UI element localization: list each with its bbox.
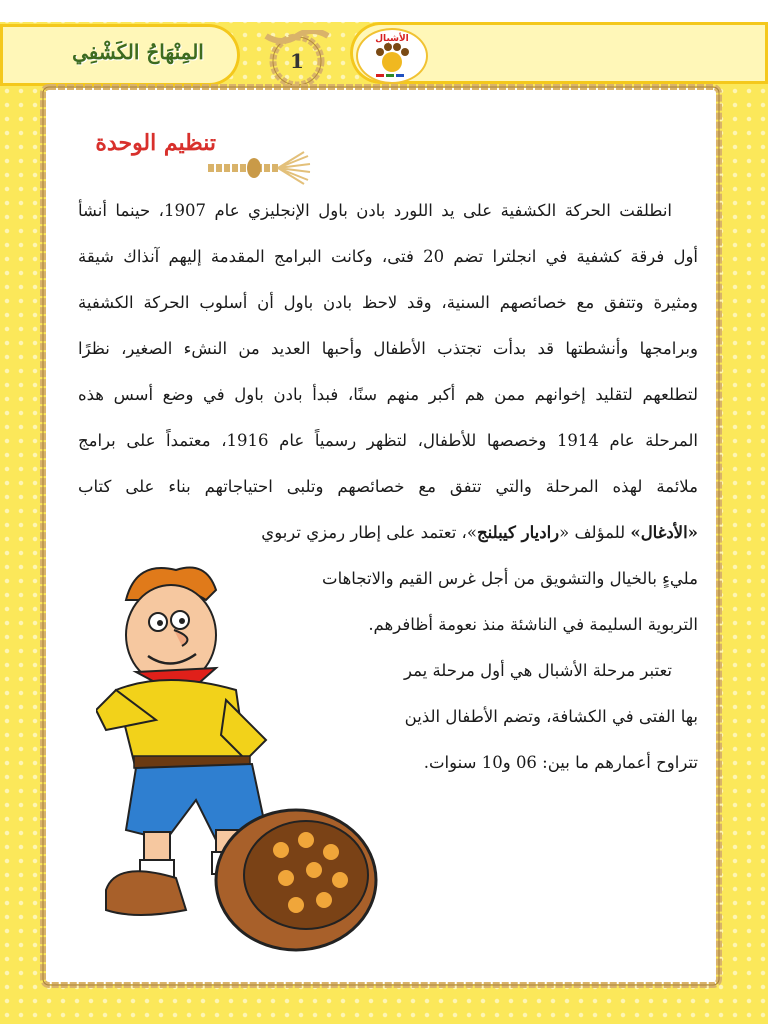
book-title: «الأدغال» bbox=[630, 523, 698, 542]
text-line: مليءٍ بالخيال والتشويق من أجل غرس القيم والاتجاهات bbox=[322, 569, 698, 588]
text-line bbox=[178, 510, 698, 556]
text-fragment: »، تعتمد على إطار رمزي تربوي bbox=[261, 523, 477, 542]
series-title: المِنْهَاجُ الكَشْفِي bbox=[72, 40, 204, 64]
author-name: راديار كيبلنج bbox=[476, 523, 560, 542]
text-fragment: للمؤلف « bbox=[559, 523, 631, 542]
text-line: وبرامجها وأنشطتها قد بدأت تجتذب الأطفال وأحبها العديد من النشء الصغير، نظرًا bbox=[78, 339, 698, 358]
text-line: التربوية السليمة في الناشئة منذ نعومة أظافرهم. bbox=[368, 615, 698, 634]
page-number: 1 bbox=[290, 49, 304, 73]
text-line: تتراوح أعمارهم ما بين: 06 و10 سنوات. bbox=[423, 753, 698, 772]
text-line: ملائمة لهذه المرحلة والتي تتفق مع خصائصهم وتلبى احتياجاتهم بناء على كتاب bbox=[78, 477, 698, 496]
rope-knot-icon bbox=[208, 150, 312, 186]
header-strip bbox=[0, 0, 768, 22]
logo-label: الأشبال bbox=[375, 34, 409, 44]
text-line: أول فرقة كشفية في انجلترا تضم 20 فتى، وكانت البرامج المقدمة إليهم آنذاك شيقة bbox=[78, 247, 698, 266]
text-line: انطلقت الحركة الكشفية على يد اللورد بادن باول الإنجليزي عام 1907، حينما أنشأ bbox=[78, 201, 672, 220]
scout-boy-illustration bbox=[96, 560, 396, 960]
text-line: لتطلعهم لتقليد إخوانهم ممن هم أكبر منهم سنًا، فبدأ بادن باول في وضع أسس هذه bbox=[78, 385, 698, 404]
text-line: تعتبر مرحلة الأشبال هي أول مرحلة يمر bbox=[403, 661, 672, 680]
section-title: تنظيم الوحدة bbox=[95, 130, 216, 156]
text-line: ومثيرة وتتفق مع خصائصهم السنية، وقد لاحظ بادن باول أن أسلوب الحركة الكشفية bbox=[78, 293, 698, 312]
text-line: بها الفتى في الكشافة، وتضم الأطفال الذين bbox=[404, 707, 698, 726]
text-line: المرحلة عام 1914 وخصصها للأطفال، لتظهر رسمياً عام 1916، معتمداً على برامج bbox=[78, 431, 698, 450]
cubs-logo bbox=[356, 28, 428, 84]
